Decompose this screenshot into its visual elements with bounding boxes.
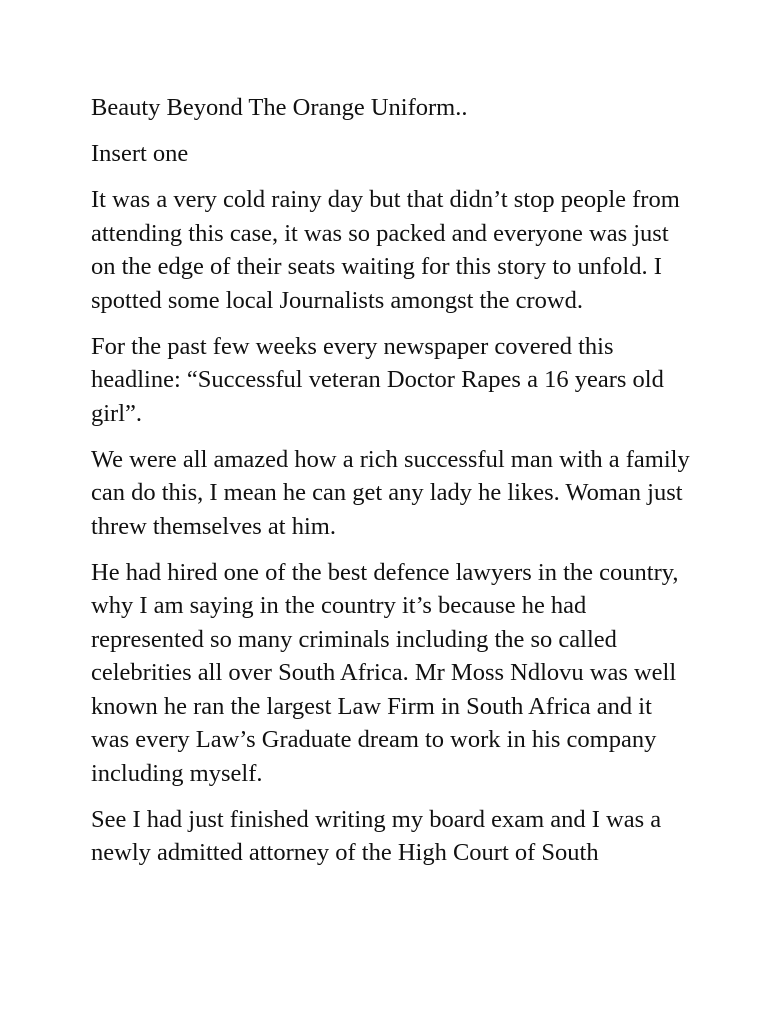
paragraph-5: See I had just finished writing my board exam and I was a newly admitted attorney of the High Court of South <box>91 805 662 866</box>
paragraph-2: For the past few weeks every newspaper covered this headline: “Successful veteran Doctor Rapes a 16 years old girl”. <box>91 332 664 427</box>
paragraph-3: We were all amazed how a rich successful man with a family can do this, I mean he can get any lady he likes. Woman just threw themselves at him. <box>91 445 690 540</box>
document-title: Beauty Beyond The Orange Uniform.. <box>91 94 468 121</box>
paragraph-4: He had hired one of the best defence lawyers in the country, why I am saying in the country it’s because he had represented so many criminals including the so called celebrities all over South Africa. Mr Moss Ndlovu was well known he ran the largest Law Firm in South Africa and it was every Law’s Graduate dream to work in his company including myself. <box>91 558 679 787</box>
document-subtitle: Insert one <box>91 140 189 167</box>
paragraph-1: It was a very cold rainy day but that didn’t stop people from attending this case, it was so packed and everyone was just on the edge of their seats waiting for this story to unfold. I spotted some local Journalists amongst the crowd. <box>91 186 680 314</box>
document-body <box>91 91 691 882</box>
